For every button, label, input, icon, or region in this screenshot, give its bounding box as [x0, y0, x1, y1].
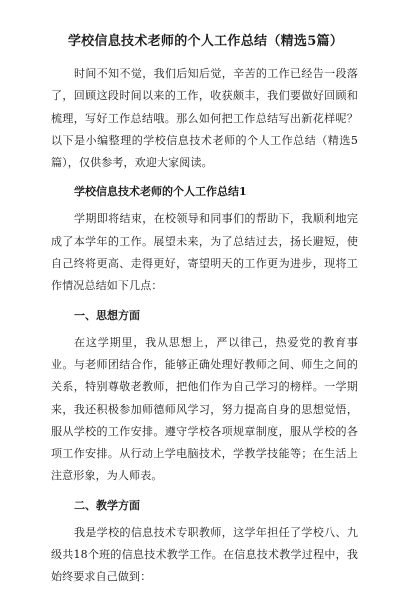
- intro-paragraph: 时间不知不觉，我们后知后觉，辛苦的工作已经告一段落了，回顾这段时间以来的工作，收获颇丰，我们要做好回顾和梳理，写好工作总结哦。那么如何把工作总结写出新花样呢？以下是小编整理的学校信息技术老师的个人工作总结（精选5篇），仅供参考，欢迎大家阅读。: [51, 67, 358, 170]
- section-heading-teaching: 二、教学方面: [74, 498, 140, 512]
- opening-paragraph: 学期即将结束，在校领导和同事们的帮助下，我顺利地完成了本学年的工作。展望未来，为了总结过去，扬长避短，使自己终将更高、走得更好，寄望明天的工作更为进步，现将工作情况总结如下几点：: [51, 212, 358, 293]
- section-paragraph-teaching: 我是学校的信息技术专职教师，这学年担任了学校八、九级共18个班的信息技术教学工作。在信息技术教学过程中，我始终要求自己做到：: [51, 525, 358, 584]
- section-paragraph-thought: 在这学期里，我从思想上，严以律己，热爱党的教育事业。与老师团结合作，能够正确处理好教师之间、师生之间的关系，特别尊敬老教师，把他们作为自己学习的榜样。一学期来，我还积极参加师德师风学习，努力提高自身的思想觉悟，服从学校的工作安排。遵守学校各项规章制度，服从学校的各项工作安排。从行动上学电脑技术，学教学技能等；在生活上注意形象，为人师表。: [51, 335, 358, 483]
- document-title: 学校信息技术老师的个人工作总结（精选5篇）: [67, 34, 344, 49]
- article-title: 学校信息技术老师的个人工作总结1: [74, 185, 247, 199]
- section-heading-thought: 一、思想方面: [74, 308, 140, 322]
